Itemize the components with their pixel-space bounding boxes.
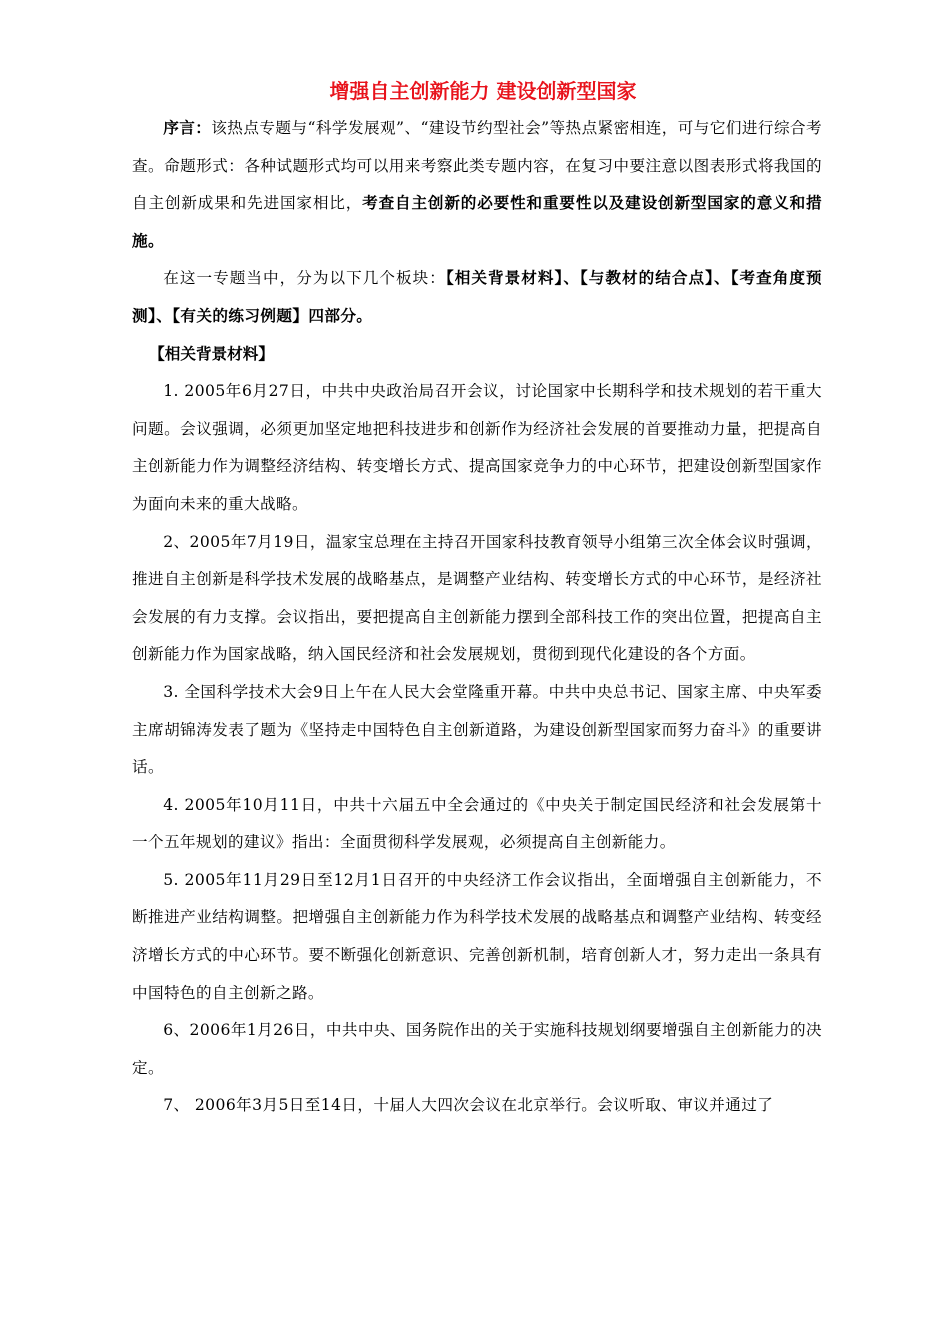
- page-title: 增强自主创新能力 建设创新型国家: [329, 79, 637, 103]
- preface-text: 该热点专题与“科学发展观”、“建设节约型社会”等热点紧密相连，可与它们进行综合考查。命题形式：各种试题形式均可以用来考察此类专题内容，在复习中要注意以图表形式将我国的自主创新成果和先进国家相比，: [132, 119, 822, 213]
- list-item: 1. 2005年6月27日，中共中央政治局召开会议，讨论国家中长期科学和技术规划的若干重大问题。会议强调，必须更加坚定地把科技进步和创新作为经济社会发展的首要推动力量，把提高自主创新能力作为调整经济结构、转变增长方式、提高国家竞争力的中心环节，把建设创新型国家作为面向未来的重大战略。: [132, 382, 822, 513]
- intro-paragraph: [132, 260, 822, 335]
- document-page: [132, 74, 822, 1125]
- list-item: 2、2005年7月19日，温家宝总理在主持召开国家科技教育领导小组第三次全体会议时强调，推进自主创新是科学技术发展的战略基点，是调整产业结构、转变增长方式的中心环节，是经济社会发展的有力支撑。会议指出，要把提高自主创新能力摆到全部科技工作的突出位置，把提高自主创新能力作为国家战略，纳入国民经济和社会发展规划，贯彻到现代化建设的各个方面。: [132, 532, 822, 664]
- list-item: 5. 2005年11月29日至12月1日召开的中央经济工作会议指出，全面增强自主创新能力，不断推进产业结构调整。把增强自主创新能力作为科学技术发展的战略基点和调整产业结构、转变经济增长方式的中心环节。要不断强化创新意识、完善创新机制，培育创新人才，努力走出一条具有中国特色的自主创新之路。: [132, 870, 822, 1002]
- intro-text: 在这一专题当中，分为以下几个板块：: [163, 269, 446, 288]
- list-item: 3. 全国科学技术大会9日上午在人民大会堂隆重开幕。中共中央总书记、国家主席、中央军委主席胡锦涛发表了题为《坚持走中国特色自主创新道路，为建设创新型国家而努力奋斗》的重要讲话。: [132, 682, 822, 777]
- section-heading: 【相关背景材料】: [149, 344, 274, 363]
- list-item: 4. 2005年10月11日，中共十六届五中全会通过的《中央关于制定国民经济和社会发展第十一个五年规划的建议》指出：全面贯彻科学发展观，必须提高自主创新能力。: [132, 795, 822, 852]
- list-item: 7、 2006年3月5日至14日，十届人大四次会议在北京举行。会议听取、审议并通过了: [163, 1096, 774, 1115]
- intro-bold-text: 【相关背景材料】、【与教材的结合点】、【考查角度预测】、【有关的练习例题】四部分。: [132, 269, 822, 325]
- preface-paragraph: [132, 110, 822, 260]
- list-item: 6、2006年1月26日，中共中央、国务院作出的关于实施科技规划纲要增强自主创新能力的决定。: [132, 1021, 822, 1077]
- preface-label: 序言：: [163, 119, 212, 137]
- preface-bold-text: 考查自主创新的必要性和重要性以及建设创新型国家的意义和措施。: [132, 194, 822, 250]
